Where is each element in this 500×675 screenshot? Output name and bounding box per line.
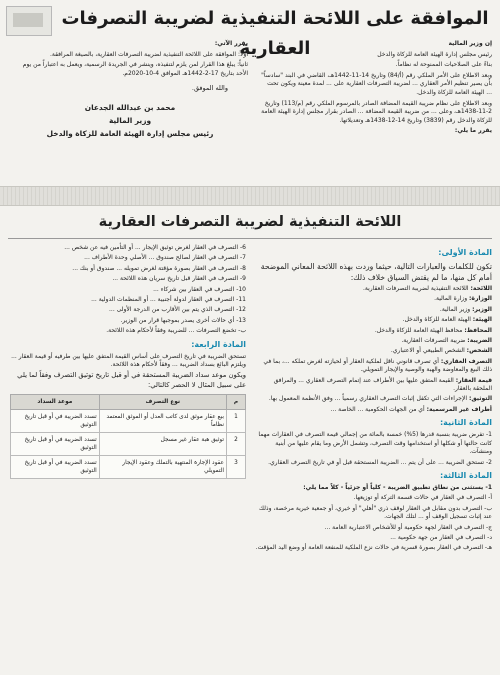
title-rule bbox=[8, 238, 492, 239]
article-4-title: المادة الرابعة: bbox=[191, 339, 246, 349]
bylaw-column-right bbox=[254, 244, 492, 555]
exemption-item: 8- التصرف في العقار بصورة مؤقتة لغرض تمويله ... صندوق أو بنك ... bbox=[72, 264, 246, 272]
article-4-text: تستحق الضريبة في تاريخ التصرف على أساس القيمة المتفق عليها بين طرفيه أو قيمة العقار ... ويلتزم البائع بسداد الضريبة ... وفقاً لأحكام هذه اللائحة. bbox=[11, 352, 246, 369]
exemption-item: 10- التصرف في العقار بين شركاء ... bbox=[153, 285, 246, 293]
exemption-item: ج- التصرف في العقار لجهة حكومية أو للأشخاص الاعتبارية العامة ... bbox=[324, 523, 492, 531]
article-1-lead: تكون للكلمات والعبارات التالية، حيثما وردت بهذه اللائحة المعاني الموضحة أمام كل منها، ما لم يقتض السياق خلاف ذلك: bbox=[260, 262, 492, 282]
row-type: بيع عقار موثق لدى كاتب العدل أو الموثق المعتمد نظاماً bbox=[99, 410, 226, 433]
column-header-type: نوع التصرف bbox=[99, 395, 226, 410]
definition-item: الشخص: الشخص الطبيعي أو الاعتباري. bbox=[390, 347, 492, 355]
closing-phrase: والله الموفق. bbox=[191, 84, 228, 93]
decree-preamble bbox=[260, 40, 492, 190]
exemption-item: 13- أي حالات أخرى يصدر بموجبها قرار من الوزير. bbox=[120, 316, 246, 324]
article-2-text: 1- تفرض ضريبة بنسبة قدرها (5%) خمسة بالمائة من إجمالي قيمة التصرف في العقارات مهما كانت حالتها أو شكلها أو استخدامها وقت التصرف، وتشمل الأرض وما يقام عليها من أبنية ومنشآت. bbox=[258, 431, 492, 456]
exemption-item: 9- التصرف في العقار قبل تاريخ سريان هذه اللائحة ... bbox=[112, 275, 246, 283]
article-2-title: المادة الثانية: bbox=[439, 418, 492, 428]
article-1-title: المادة الأولى: bbox=[438, 248, 492, 257]
preamble-line: وبعد الاطلاع على نظام ضريبة القيمة المضافة الصادر بالمرسوم الملكي رقم (م/113) وتاريخ 2-11-1438هـ، وعلى ... من ضريبة القيمة المضافة ... الصادر بقرار مجلس إدارة الهيئة العامة للزكاة والدخل رقم (3839) وتاريخ 14-12-1438هـ وتعديلاتها. bbox=[261, 99, 492, 124]
article-2-text-2: 2- تستحق الضريبة ... على أن يتم ... الضريبة المستحقة قبل أو في تاريخ التصرف العقاري. bbox=[268, 458, 492, 466]
bylaw-title: اللائحة التنفيذية لضريبة التصرفات العقارية bbox=[98, 214, 402, 230]
payment-schedule-table bbox=[10, 394, 246, 479]
preamble-line: بناءً على الصلاحيات الممنوحة له نظاماً. bbox=[395, 61, 492, 69]
exemption-item: 11- التصرف في العقار لدولة أجنبية ... أو المنظمات الدولية ... bbox=[91, 296, 246, 304]
signature-block bbox=[12, 101, 248, 140]
exemption-item: ب- تخضع التصرفات ... للضريبة وفقاً لأحكام هذه اللائحة. bbox=[106, 327, 246, 335]
exemption-item: 7- التصرف في العقار لصالح صندوق ... الأصلي وحدة الأطراف ... bbox=[84, 254, 246, 262]
row-number: 3 bbox=[227, 456, 246, 479]
decree-decision bbox=[12, 40, 248, 190]
exemption-item: 12- التصرف الذي يتم بين الأقارب من الدرجة الأولى ... bbox=[109, 306, 246, 314]
bylaw-column-left bbox=[8, 244, 246, 479]
column-header-number: م bbox=[227, 395, 246, 410]
signatory-name: محمد بن عبدالله الجدعان bbox=[84, 102, 176, 112]
page-headline: الموافقة على اللائحة التنفيذية لضريبة التصرفات العقارية bbox=[61, 8, 489, 59]
table-row bbox=[11, 410, 246, 433]
row-due: تسدد الضريبة في أو قبل تاريخ التوثيق bbox=[11, 456, 100, 479]
definition-item: المحافظ: محافظ الهيئة العامة للزكاة والدخل. bbox=[374, 326, 492, 334]
row-due: تسدد الضريبة في أو قبل تاريخ التوثيق bbox=[11, 433, 100, 456]
row-number: 2 bbox=[227, 433, 246, 456]
exemption-item: د- التصرف في العقار من جهة حكومية ... bbox=[390, 533, 492, 541]
definition-item: التوثيق: الإجراءات التي تكفل إثبات التصرف العقاري رسمياً ... وفق الأنظمة المعمول بها. bbox=[268, 395, 492, 403]
row-due: تسدد الضريبة في أو قبل تاريخ التوثيق bbox=[11, 410, 100, 433]
article-3-lead: 1- يستثنى من نطاق تطبيق الضريبة - كلياً أو جزئياً - كلاً مما يلي: bbox=[303, 483, 492, 491]
preamble-line: رئيس مجلس إدارة الهيئة العامة للزكاة والدخل bbox=[377, 50, 492, 58]
definition-item: الضريبة: ضريبة التصرفات العقارية. bbox=[401, 337, 492, 345]
definition-item: التصرف العقاري: أي تصرف قانوني ناقل لملكية العقار أو لحيازته لغرض تملكه ...، بما في ذلك البيع والمعاوضة والهبة والوصية والإيجار التمويلي. bbox=[263, 357, 492, 374]
row-number: 1 bbox=[227, 410, 246, 433]
decision-heading: يقرر الآتي: bbox=[214, 40, 248, 47]
definition-item: الوزارة: وزارة المالية. bbox=[434, 295, 492, 303]
column-header-due: موعد السداد bbox=[11, 395, 100, 410]
definition-item: قيمة العقار: القيمة المتفق عليها بين الأطراف عند إتمام التصرف العقاري ... والمرافق الملحقة بالعقار. bbox=[273, 376, 492, 393]
table-row bbox=[11, 433, 246, 456]
table-header-row bbox=[11, 395, 246, 410]
newspaper-logo bbox=[6, 6, 52, 36]
preamble-line: وبعد الاطلاع على الأمر الملكي رقم (أ/84) وتاريخ 14-11-1442هـ، القاضي في البند "سادساً" بأن يصير تنظيم الأمر العقاري ... لضريبة التصرفات العقارية على ... لمدة معينة ويكون تحت ... الهيئة العامة للزكاة والدخل. bbox=[261, 71, 492, 96]
preamble-line: يقرر ما يلي: bbox=[454, 127, 492, 135]
exemption-item: ب- التصرف بدون مقابل في العقار لوقف ذري "أهلي" أو خيري، أو جمعية خيرية مرخصة، وذلك عند إثبات تسجيل الوقف أو ... لتلك الجهات. bbox=[259, 504, 492, 521]
decision-item: ثانياً: يبلغ هذا القرار لمن يلزم لتنفيذه، وينشر في الجريدة الرسمية، ويعمل به اعتباراً من يوم الأحد بتاريخ 17-2-1442هـ الموافق 4-10-2020م. bbox=[22, 61, 248, 77]
row-type: توثيق هبة عقار غير مسجل bbox=[99, 433, 226, 456]
table-intro: ويكون موعد سداد الضريبة المستحقة في أو قبل تاريخ توثيق التصرف وفقاً لما يلي على سبيل المثال لا الحصر كالتالي: bbox=[17, 371, 246, 389]
article-3-title: المادة الثالثة: bbox=[439, 470, 492, 480]
definition-item: اللائحة: اللائحة التنفيذية لضريبة التصرفات العقارية. bbox=[362, 285, 492, 292]
preamble-line: إن وزير المالية bbox=[448, 40, 492, 47]
definition-item: أطراف غير المرسمية: أي من الجهات الحكومية ... الخاصة ... bbox=[330, 405, 492, 413]
definition-item: الوزير: وزير المالية. bbox=[439, 305, 492, 313]
definition-item: الهيئة: الهيئة العامة للزكاة والدخل. bbox=[402, 316, 492, 324]
row-type: عقود الإجارة المنتهية بالتملك وعقود الإيجار التمويلي bbox=[99, 456, 226, 479]
exemption-item: أ- التصرف في العقار في حالات قسمة التركة أو توزيعها. bbox=[353, 494, 492, 502]
section-divider bbox=[0, 186, 500, 206]
exemption-item: 6- التصرف في العقار لغرض توثيق الإيجار ... أو التأمين فيه عن شخص ... bbox=[64, 244, 246, 251]
decision-item: أولاً: الموافقة على اللائحة التنفيذية لضريبة التصرفات العقارية، بالصيغة المرافقة. bbox=[49, 50, 248, 58]
exemption-item: هـ- التصرف في العقار بصورة قسرية في حالات نزع الملكية للمنفعة العامة أو وضع اليد المؤقت. bbox=[255, 544, 492, 552]
table-row bbox=[11, 456, 246, 479]
signatory-title: وزير المالية bbox=[108, 115, 152, 125]
signatory-title-2: رئيس مجلس إدارة الهيئة العامة للزكاة والدخل bbox=[46, 128, 214, 138]
